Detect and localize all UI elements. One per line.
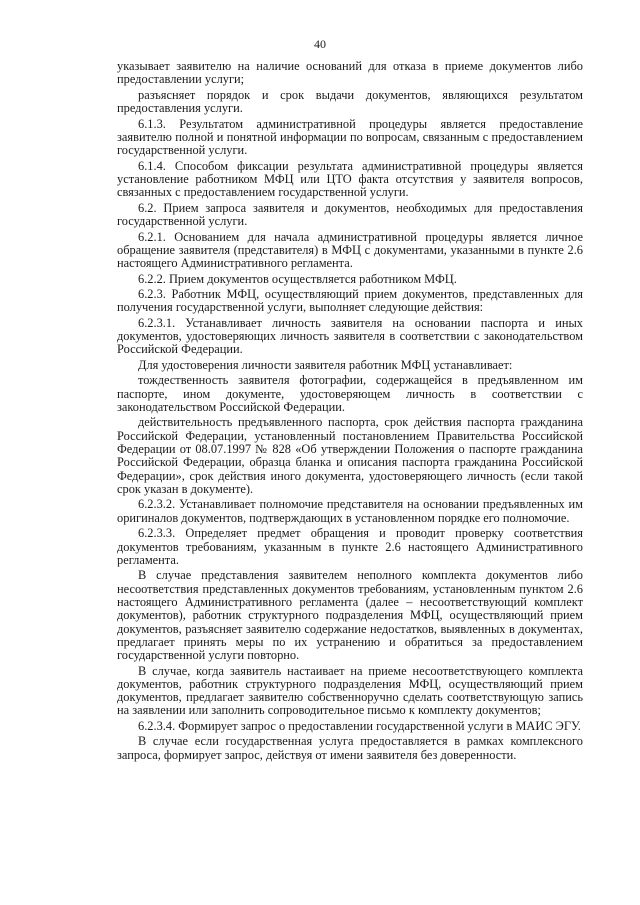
paragraph: 6.2.3.4. Формирует запрос о предоставлении государственной услуги в МАИС ЭГУ.: [138, 718, 581, 733]
paragraph: Для удостоверения личности заявителя работник МФЦ устанавливает:: [138, 357, 513, 372]
paragraph: 6.1.4. Способом фиксации результата административной процедуры является установление работником МФЦ или ЦТО факта отсутствия у заявителя вопросов, связанных с предоставлением государственной услуги.: [117, 158, 583, 200]
paragraph: 6.2. Прием запроса заявителя и документов, необходимых для предоставления государственной услуги.: [117, 200, 583, 229]
paragraph: 6.2.3.2. Устанавливает полномочие представителя на основании предъявленных им оригиналов документов, подтверждающих в установленном порядке его полномочие.: [117, 497, 583, 525]
document-body: [117, 60, 583, 764]
paragraph: 6.2.1. Основанием для начала административной процедуры является личное обращение заявителя (представителя) в МФЦ с документами, указанными в пункте 2.6 настоящего Административного регламента.: [117, 229, 583, 271]
paragraph: 6.2.3. Работник МФЦ, осуществляющий прием документов, представленных для получения государственной услуги, выполняет следующие действия:: [117, 287, 583, 315]
paragraph: 6.2.3.3. Определяет предмет обращения и проводит проверку соответствия документов требованиям, указанным в пункте 2.6 настоящего Административного регламента.: [117, 526, 583, 567]
page-number: 40: [314, 37, 326, 51]
paragraph: действительность предъявленного паспорта, срок действия паспорта гражданина Российской Федерации, установленный постановлением Правительства Российской Федерации от 08.07.1997 № 828 «Об утверждении Положения о паспорте гражданина Российской Федерации, образца бланка и описания паспорта гражданина Российской Федерации», срок действия иного документа, удостоверяющего личность (если такой срок указан в документе).: [117, 415, 583, 496]
paragraph: 6.2.3.1. Устанавливает личность заявителя на основании паспорта и иных документов, удостоверяющих личность заявителя в соответствии с законодательством Российской Федерации.: [117, 315, 583, 357]
paragraph: 6.2.2. Прием документов осуществляется работником МФЦ.: [138, 271, 457, 286]
paragraph: указывает заявителю на наличие оснований для отказа в приеме документов либо предоставлении услуги;: [117, 59, 583, 87]
paragraph: 6.1.3. Результатом административной процедуры является предоставление заявителю полной и понятной информации по вопросам, связанным с предоставлением государственной услуги.: [117, 116, 583, 158]
paragraph: В случае если государственная услуга предоставляется в рамках комплексного запроса, формирует запрос, действуя от имени заявителя без доверенности.: [117, 734, 583, 762]
paragraph: В случае представления заявителем неполного комплекта документов либо несоответствия представленных документов требованиям, установленным пунктом 2.6 настоящего Административного регламента (далее – несоответствующий комплект документов), работник структурного подразделения МФЦ, осуществляющий прием документов, разъясняет заявителю содержание недостатков, выявленных в документах, предлагает принять меры по их устранению и обратиться за предоставлением государственной услуги повторно.: [117, 568, 583, 663]
paragraph: тождественность заявителя фотографии, содержащейся в предъявленном им паспорте, ином документе, удостоверяющем личность в соответствии с законодательством Российской Федерации.: [117, 373, 583, 414]
paragraph: разъясняет порядок и срок выдачи документов, являющихся результатом предоставления услуги.: [117, 87, 583, 116]
paragraph: В случае, когда заявитель настаивает на приеме несоответствующего комплекта документов, работник структурного подразделения МФЦ, осуществляющий прием документов, предлагает заявителю собственноручно сделать соответствующую запись на заявлении или заполнить сопроводительное письмо к комплекту документов;: [117, 663, 583, 718]
